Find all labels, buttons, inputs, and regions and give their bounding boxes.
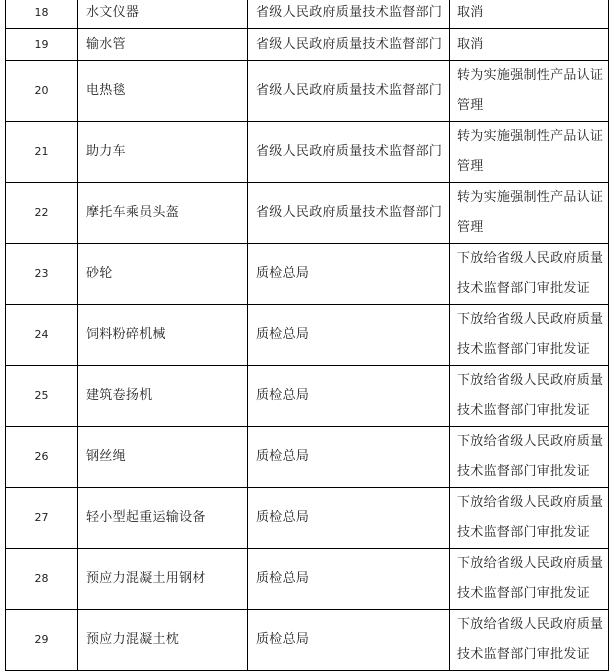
adjustment-action: 下放给省级人民政府质量技术监督部门审批发证 bbox=[450, 549, 609, 610]
row-number: 18 bbox=[6, 0, 78, 29]
table-container bbox=[5, 0, 609, 671]
approval-department: 质检总局 bbox=[248, 610, 450, 671]
row-number: 19 bbox=[6, 29, 78, 61]
approval-department: 质检总局 bbox=[248, 366, 450, 427]
approval-department: 质检总局 bbox=[248, 488, 450, 549]
adjustment-action: 转为实施强制性产品认证管理 bbox=[450, 122, 609, 183]
product-name: 钢丝绳 bbox=[78, 427, 248, 488]
product-name: 输水管 bbox=[78, 29, 248, 61]
approval-department: 省级人民政府质量技术监督部门 bbox=[248, 183, 450, 244]
table-row bbox=[6, 427, 609, 488]
row-number: 22 bbox=[6, 183, 78, 244]
product-name: 电热毯 bbox=[78, 61, 248, 122]
table-row bbox=[6, 488, 609, 549]
adjustment-action: 转为实施强制性产品认证管理 bbox=[450, 183, 609, 244]
row-number: 27 bbox=[6, 488, 78, 549]
adjustment-action: 下放给省级人民政府质量技术监督部门审批发证 bbox=[450, 244, 609, 305]
product-name: 助力车 bbox=[78, 122, 248, 183]
table-row bbox=[6, 549, 609, 610]
row-number: 23 bbox=[6, 244, 78, 305]
approval-department: 质检总局 bbox=[248, 549, 450, 610]
adjustment-action: 取消 bbox=[450, 0, 609, 29]
product-name: 饲料粉碎机械 bbox=[78, 305, 248, 366]
product-name: 砂轮 bbox=[78, 244, 248, 305]
approval-department: 质检总局 bbox=[248, 427, 450, 488]
row-number: 26 bbox=[6, 427, 78, 488]
adjustment-action: 下放给省级人民政府质量技术监督部门审批发证 bbox=[450, 366, 609, 427]
table-row bbox=[6, 61, 609, 122]
table-body bbox=[6, 0, 609, 671]
product-name: 轻小型起重运输设备 bbox=[78, 488, 248, 549]
row-number: 24 bbox=[6, 305, 78, 366]
product-name: 预应力混凝土用钢材 bbox=[78, 549, 248, 610]
adjustment-action: 下放给省级人民政府质量技术监督部门审批发证 bbox=[450, 305, 609, 366]
approval-department: 省级人民政府质量技术监督部门 bbox=[248, 122, 450, 183]
product-name: 水文仪器 bbox=[78, 0, 248, 29]
product-name: 预应力混凝土枕 bbox=[78, 610, 248, 671]
table-row bbox=[6, 305, 609, 366]
approval-department: 省级人民政府质量技术监督部门 bbox=[248, 29, 450, 61]
table-row bbox=[6, 29, 609, 61]
row-number: 20 bbox=[6, 61, 78, 122]
product-license-table bbox=[5, 0, 609, 671]
table-row bbox=[6, 0, 609, 29]
row-number: 21 bbox=[6, 122, 78, 183]
row-number: 29 bbox=[6, 610, 78, 671]
table-row bbox=[6, 183, 609, 244]
approval-department: 质检总局 bbox=[248, 305, 450, 366]
approval-department: 省级人民政府质量技术监督部门 bbox=[248, 0, 450, 29]
table-row bbox=[6, 366, 609, 427]
product-name: 摩托车乘员头盔 bbox=[78, 183, 248, 244]
table-row bbox=[6, 610, 609, 671]
approval-department: 省级人民政府质量技术监督部门 bbox=[248, 61, 450, 122]
table-row bbox=[6, 244, 609, 305]
adjustment-action: 取消 bbox=[450, 29, 609, 61]
table-row bbox=[6, 122, 609, 183]
adjustment-action: 下放给省级人民政府质量技术监督部门审批发证 bbox=[450, 427, 609, 488]
product-name: 建筑卷扬机 bbox=[78, 366, 248, 427]
adjustment-action: 下放给省级人民政府质量技术监督部门审批发证 bbox=[450, 610, 609, 671]
row-number: 25 bbox=[6, 366, 78, 427]
row-number: 28 bbox=[6, 549, 78, 610]
approval-department: 质检总局 bbox=[248, 244, 450, 305]
adjustment-action: 转为实施强制性产品认证管理 bbox=[450, 61, 609, 122]
adjustment-action: 下放给省级人民政府质量技术监督部门审批发证 bbox=[450, 488, 609, 549]
